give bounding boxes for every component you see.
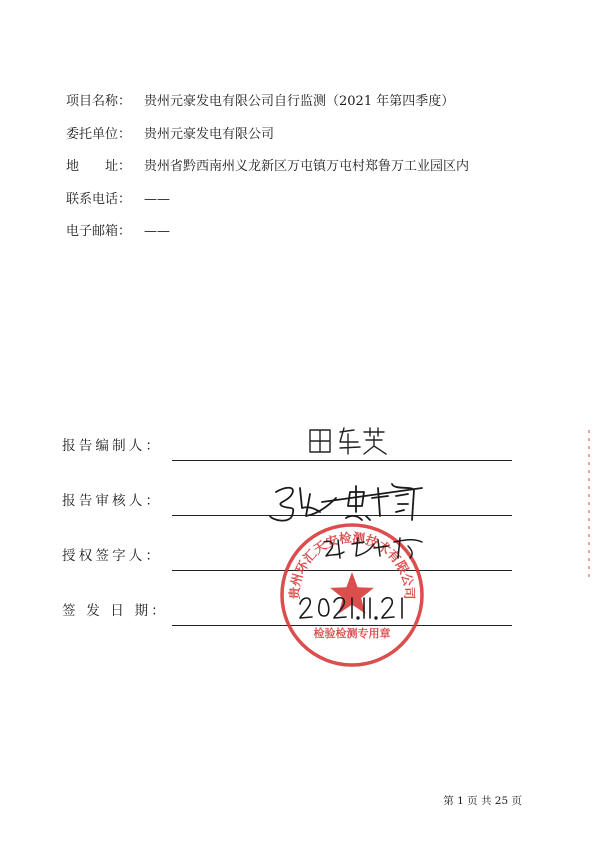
email-label: 电子邮箱： — [66, 224, 132, 239]
seal-text-top-path: 贵州环汇天安检测技术有限公司 — [286, 529, 418, 600]
seal-text-bottom: 检验检测专用章 — [313, 627, 391, 640]
phone-label: 联系电话： — [66, 191, 132, 207]
compiler-row — [62, 420, 522, 475]
issue-date-handwriting — [296, 590, 416, 624]
signatory-signature — [318, 534, 428, 562]
address-label: 地 址： — [66, 159, 132, 174]
reviewer-label: 报告审核人： — [62, 493, 163, 509]
project-name-value: 贵州元豪发电有限公司自行监测（2021 年第四季度） — [144, 94, 455, 109]
compiler-label: 报告编制人： — [62, 438, 163, 454]
compiler-signature — [300, 420, 390, 460]
signatory-label: 授权签字人： — [62, 548, 163, 564]
email-value: —— — [144, 224, 170, 239]
client-label: 委托单位： — [66, 126, 132, 142]
compiler-line — [172, 460, 512, 461]
phone-value: —— — [144, 191, 170, 207]
project-name-label: 项目名称： — [66, 94, 132, 109]
client-value: 贵州元豪发电有限公司 — [144, 126, 275, 142]
address-value: 贵州省黔西南州义龙新区万屯镇万屯村郑鲁万工业园区内 — [144, 159, 470, 174]
page-number: 第 1 页 共 25 页 — [443, 795, 522, 807]
issue-date-label: 签 发 日 期： — [62, 603, 168, 619]
page-edge-mark — [588, 430, 590, 580]
